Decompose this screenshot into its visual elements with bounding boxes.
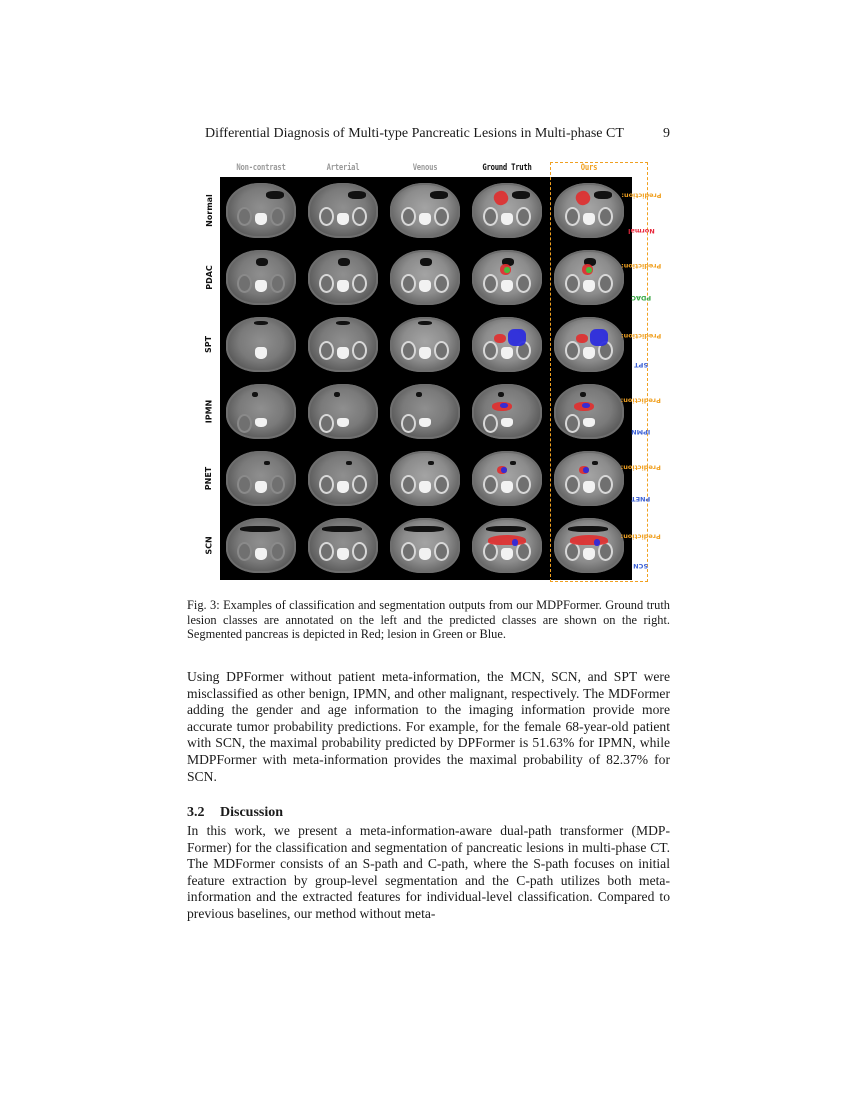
ct-normal-ground-truth (466, 177, 548, 244)
section-heading (187, 805, 670, 821)
row-label-spt: SPT (204, 335, 214, 353)
col-header-arterial: Arterial (326, 163, 360, 173)
row-label-ipmn: IPMN (204, 399, 214, 423)
ct-normal-noncontrast (220, 177, 302, 244)
ct-normal-venous (384, 177, 466, 244)
ct-scn-noncontrast (220, 512, 302, 579)
col-header-venous: Venous (412, 163, 438, 173)
prediction-label-spt: Prediction: SPT (620, 331, 662, 370)
page-number: 9 (663, 126, 670, 141)
ct-spt-arterial (302, 311, 384, 378)
section-number: 3.2 (187, 805, 205, 820)
ct-pnet-ground-truth (466, 445, 548, 512)
figure-caption: Fig. 3: Examples of classification and segmentation outputs from our MDPFormer. Ground truth lesion classes are annotated on the left and the predicted classes are shown on the right. Segmented pancreas is depicted in Red; lesion in Green or Blue. (187, 598, 670, 641)
col-header-ours: Ours (580, 163, 598, 173)
row-label-normal: Normal (204, 193, 214, 227)
lesion-mask-blue (501, 467, 507, 473)
paragraph-discussion: In this work, we present a meta-information-aware dual-path transformer (MDP-Former) for the classification and segmentation of pancreatic lesions in multi-phase CT. The MDFormer consists of an S-path and C-path, where the S-path focuses on initial feature extraction by group-level segmentation and the C-path utilizes both meta-information and the extracted features for individual-level classification. Compared to previous baselines, our method without meta- (187, 823, 670, 921)
prediction-label-pdac: Prediction: PDAC (620, 261, 662, 303)
row-label-pdac: PDAC (204, 264, 214, 290)
ct-pnet-noncontrast (220, 445, 302, 512)
row-label-pnet: PNET (204, 466, 214, 490)
ct-ipmn-noncontrast (220, 378, 302, 445)
prediction-label-pnet: Prediction: PNET (620, 463, 662, 504)
prediction-label-normal: Prediction: Normal (620, 191, 662, 236)
pancreas-mask (491, 188, 510, 207)
pancreas-mask (494, 334, 506, 343)
ct-normal-arterial (302, 177, 384, 244)
paragraph-results: Using DPFormer without patient meta-information, the MCN, SCN, and SPT were misclassified as other benign, IPMN, and other malignant, respectively. The MDFormer adding the gender and age information to the imaging information provide more accurate tumor probability predictions. For example, for the female 68-year-old patient with SCN, the maximal probability predicted by DPFormer is 51.63% for IPMN, while MDPFormer with meta-information provides the maximal probability of 82.37% for SCN. (187, 669, 670, 784)
ct-ipmn-venous (384, 378, 466, 445)
ct-ipmn-ground-truth (466, 378, 548, 445)
col-header-non-contrast: Non-contrast (236, 163, 286, 173)
prediction-label-scn: Prediction: SCN (620, 532, 662, 571)
ct-pdac-noncontrast (220, 244, 302, 311)
lesion-mask-blue (500, 403, 508, 408)
prediction-label-ipmn: Prediction: IPMN (620, 396, 662, 437)
ct-pdac-ground-truth (466, 244, 548, 311)
ct-scn-ground-truth (466, 512, 548, 579)
ct-spt-noncontrast (220, 311, 302, 378)
ct-scn-venous (384, 512, 466, 579)
row-label-scn: SCN (204, 535, 214, 555)
figure-3 (198, 160, 662, 585)
ct-spt-ground-truth (466, 311, 548, 378)
ct-ipmn-arterial (302, 378, 384, 445)
ct-pnet-venous (384, 445, 466, 512)
ct-scn-arterial (302, 512, 384, 579)
ct-pnet-arterial (302, 445, 384, 512)
col-header-ground-truth: Ground Truth (482, 163, 532, 173)
pancreas-mask (488, 535, 526, 545)
lesion-mask-green (504, 267, 510, 273)
lesion-mask-blue (508, 329, 526, 346)
running-title: Differential Diagnosis of Multi-type Pancreatic Lesions in Multi-phase CT (205, 126, 624, 141)
ct-spt-venous (384, 311, 466, 378)
section-title: Discussion (220, 805, 284, 820)
ct-pdac-venous (384, 244, 466, 311)
ct-pdac-arterial (302, 244, 384, 311)
lesion-mask-blue (512, 539, 518, 546)
